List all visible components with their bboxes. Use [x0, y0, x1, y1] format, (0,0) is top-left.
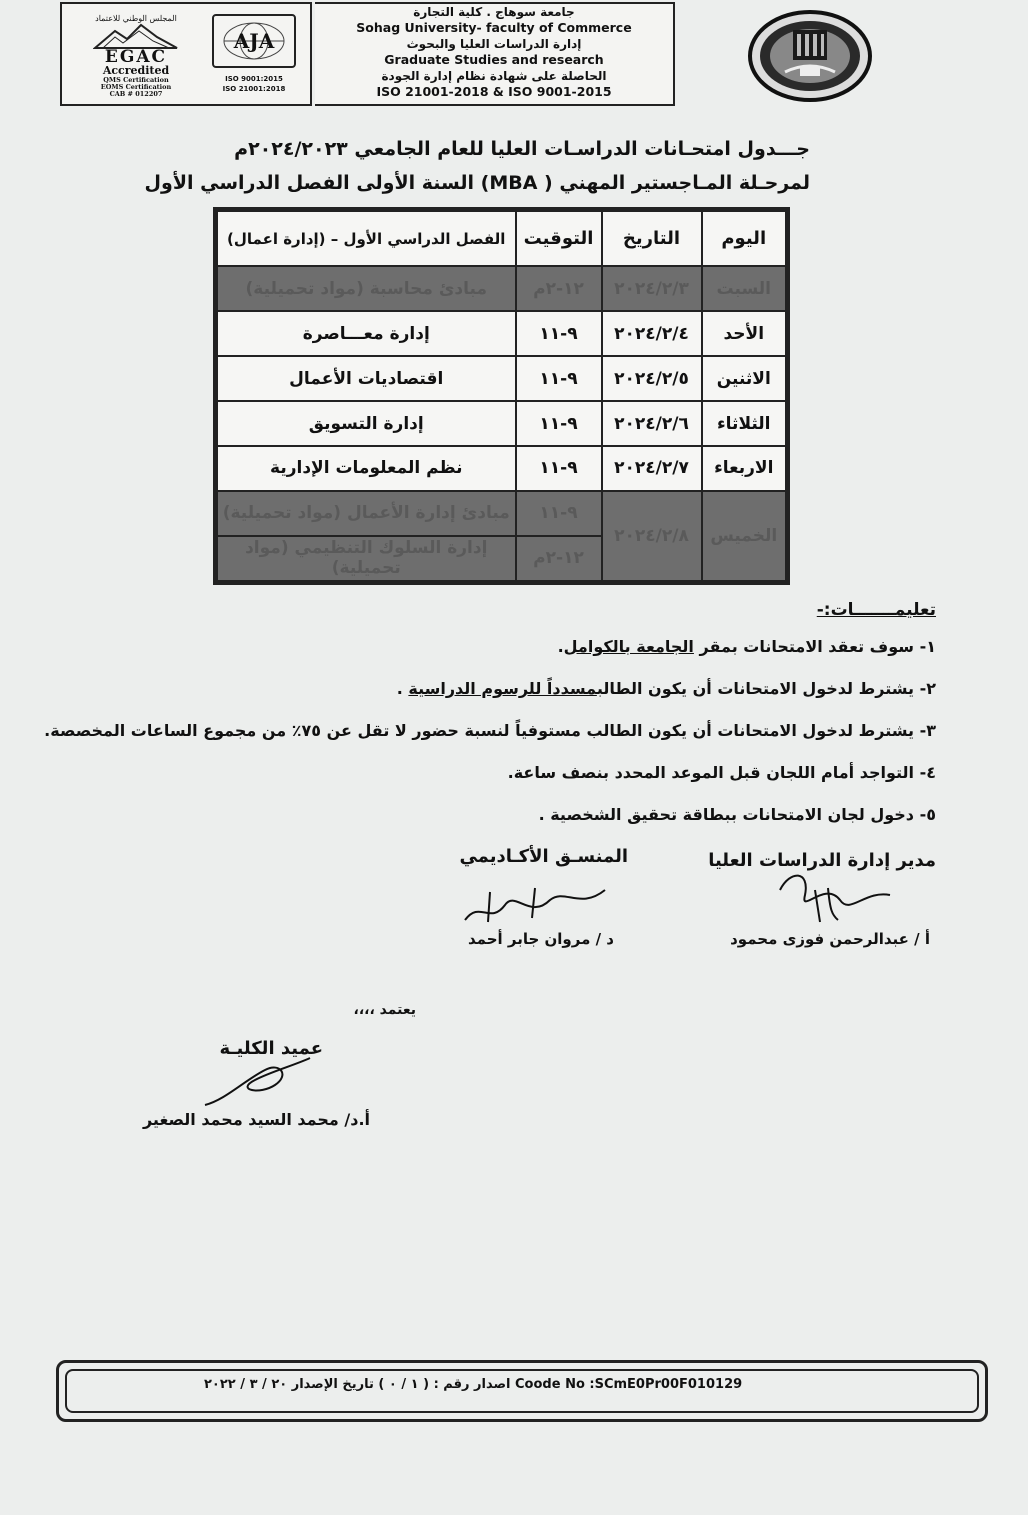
row-date: ٢٠٢٤/٢/٥ [602, 356, 702, 401]
row-day: السبت [702, 266, 788, 311]
table-row [216, 266, 788, 311]
instruction-text: ١- سوف تعقد الامتحانات بمقر [693, 637, 936, 656]
row-day: الأحد [702, 311, 788, 356]
row-time: ١٢-٢م [516, 536, 602, 583]
document-footer [56, 1360, 988, 1422]
egac-name: EGAC [104, 47, 168, 67]
row-date: ٢٠٢٤/٢/٦ [602, 401, 702, 446]
certification-arabic: الحاصلة على شهادة نظام إدارة الجودة [381, 69, 607, 83]
director-title: مدير إدارة الدراسات العليا [708, 850, 936, 871]
row-time: ٩-١١ [516, 311, 602, 356]
row-time: ٩-١١ [516, 491, 602, 536]
egac-accredited: Accredited [102, 64, 170, 77]
schedule-title: جـــدول امتحـانات الدراسـات العليا للعام الجامعي ٢٠٢٤/٢٠٢٣م [234, 138, 810, 160]
instruction-underlined: مسدداً للرسوم الدراسية [408, 679, 597, 698]
row-time: ٩-١١ [516, 356, 602, 401]
row-date: ٢٠٢٤/٢/٧ [602, 446, 702, 491]
instructions [44, 600, 936, 836]
row-subject: نظم المعلومات الإدارية [216, 446, 516, 491]
egac-arabic: المجلس الوطني للاعتماد [95, 14, 177, 23]
header-day: اليوم [702, 210, 788, 267]
instruction-end: . [557, 637, 564, 656]
aja-name: AJA [233, 29, 275, 53]
coordinator-title: المنسـق الأكـاديمي [459, 846, 628, 867]
exam-schedule-table [213, 207, 790, 585]
header-time: التوقيت [516, 210, 602, 267]
instruction-item [56, 752, 936, 794]
instruction-underlined: الجامعة بالكوامل [563, 637, 694, 656]
egac-line2: EOMS Certification [100, 83, 172, 91]
egac-line3: CAB # 012207 [109, 90, 163, 98]
table-row [216, 311, 788, 356]
aja-logo [204, 14, 304, 98]
document-code: Coode No :SCmE0Pr00F010129 اصدار رقم : ( ١ / ٠ ) تاريخ الإصدار ٢٠ / ٣ / ٢٠٢٢ [204, 1377, 743, 1392]
row-day: الثلاثاء [702, 401, 788, 446]
row-day: الاربعاء [702, 446, 788, 491]
row-day: الاثنين [702, 356, 788, 401]
instruction-text: ٣- يشترط لدخول الامتحانات أن يكون الطالب مستوفياً لنسبة حضور لا تقل عن ٧٥٪ من مجموع الساعات المخصصة. [44, 721, 936, 740]
row-subject: مبادئ محاسبة (مواد تحميلية) [216, 266, 516, 311]
row-subject: اقتصاديات الأعمال [216, 356, 516, 401]
university-arabic: جامعة سوهاج . كلية التجارة [413, 5, 575, 19]
table-row [216, 401, 788, 446]
department-arabic: إدارة الدراسات العليا والبحوث [406, 37, 582, 51]
instruction-item [44, 710, 936, 752]
egac-line1: QMS Certification [103, 76, 169, 84]
instruction-item [56, 794, 936, 836]
iso-standards: ISO 21001-2018 & ISO 9001-2015 [376, 84, 612, 99]
accreditation-logos [60, 2, 312, 106]
instructions-heading: تعليمـــــــات:- [816, 600, 936, 620]
row-subject: إدارة التسويق [216, 401, 516, 446]
department-english: Graduate Studies and research [384, 52, 604, 67]
letterhead [60, 2, 990, 112]
coordinator-signature-icon [460, 880, 610, 930]
dean-name: أ.د/ محمد السيد محمد الصغير [142, 1110, 370, 1129]
university-emblem-icon [745, 6, 875, 106]
director-name: أ / عبدالرحمن فوزى محمود [730, 930, 930, 948]
instruction-text: ٤- التواجد أمام اللجان قبل الموعد المحدد بنصف ساعة. [507, 763, 936, 782]
table-row [216, 356, 788, 401]
instruction-text: ٥- دخول لجان الامتحانات ببطاقة تحقيق الشخصية . [538, 805, 936, 824]
row-date: ٢٠٢٤/٢/٨ [602, 491, 702, 583]
row-time: ١٢-٢م [516, 266, 602, 311]
table-header-row [216, 210, 788, 267]
row-day: الخميس [702, 491, 788, 583]
header-subject: الفصل الدراسي الأول – (إدارة اعمال) [216, 210, 516, 267]
coordinator-name: د / مروان جابر أحمد [467, 930, 614, 948]
aja-iso2: ISO 21001:2018 [222, 85, 286, 93]
faculty-header-text [315, 2, 675, 106]
row-subject: إدارة معـــاصرة [216, 311, 516, 356]
row-date: ٢٠٢٤/٢/٣ [602, 266, 702, 311]
aja-iso1: ISO 9001:2015 [225, 75, 283, 83]
header-date: التاريخ [602, 210, 702, 267]
instruction-item [56, 668, 936, 710]
table-row [216, 491, 788, 536]
director-signature-icon [770, 860, 900, 930]
table-row [216, 446, 788, 491]
row-date: ٢٠٢٤/٢/٤ [602, 311, 702, 356]
instruction-item [56, 626, 936, 668]
row-time: ٩-١١ [516, 446, 602, 491]
instruction-end: . [396, 679, 409, 698]
approved-by: يعتمد ،،،، [353, 1002, 416, 1018]
row-subject: إدارة السلوك التنظيمي (مواد تحميلية) [216, 536, 516, 583]
schedule-subtitle: لمرحـلة المـاجستير المهني ( MBA) السنة الأولى الفصل الدراسي الأول [144, 172, 810, 194]
aja-badge [212, 14, 296, 68]
mountain-icon [93, 23, 179, 49]
row-time: ٩-١١ [516, 401, 602, 446]
egac-logo [80, 14, 192, 98]
university-english: Sohag University- faculty of Commerce [356, 20, 632, 35]
row-subject: مبادئ إدارة الأعمال (مواد تحميلية) [216, 491, 516, 536]
dean-title: عميد الكليـة [219, 1038, 323, 1059]
instruction-text: ٢- يشترط لدخول الامتحانات أن يكون الطالب [596, 679, 936, 698]
